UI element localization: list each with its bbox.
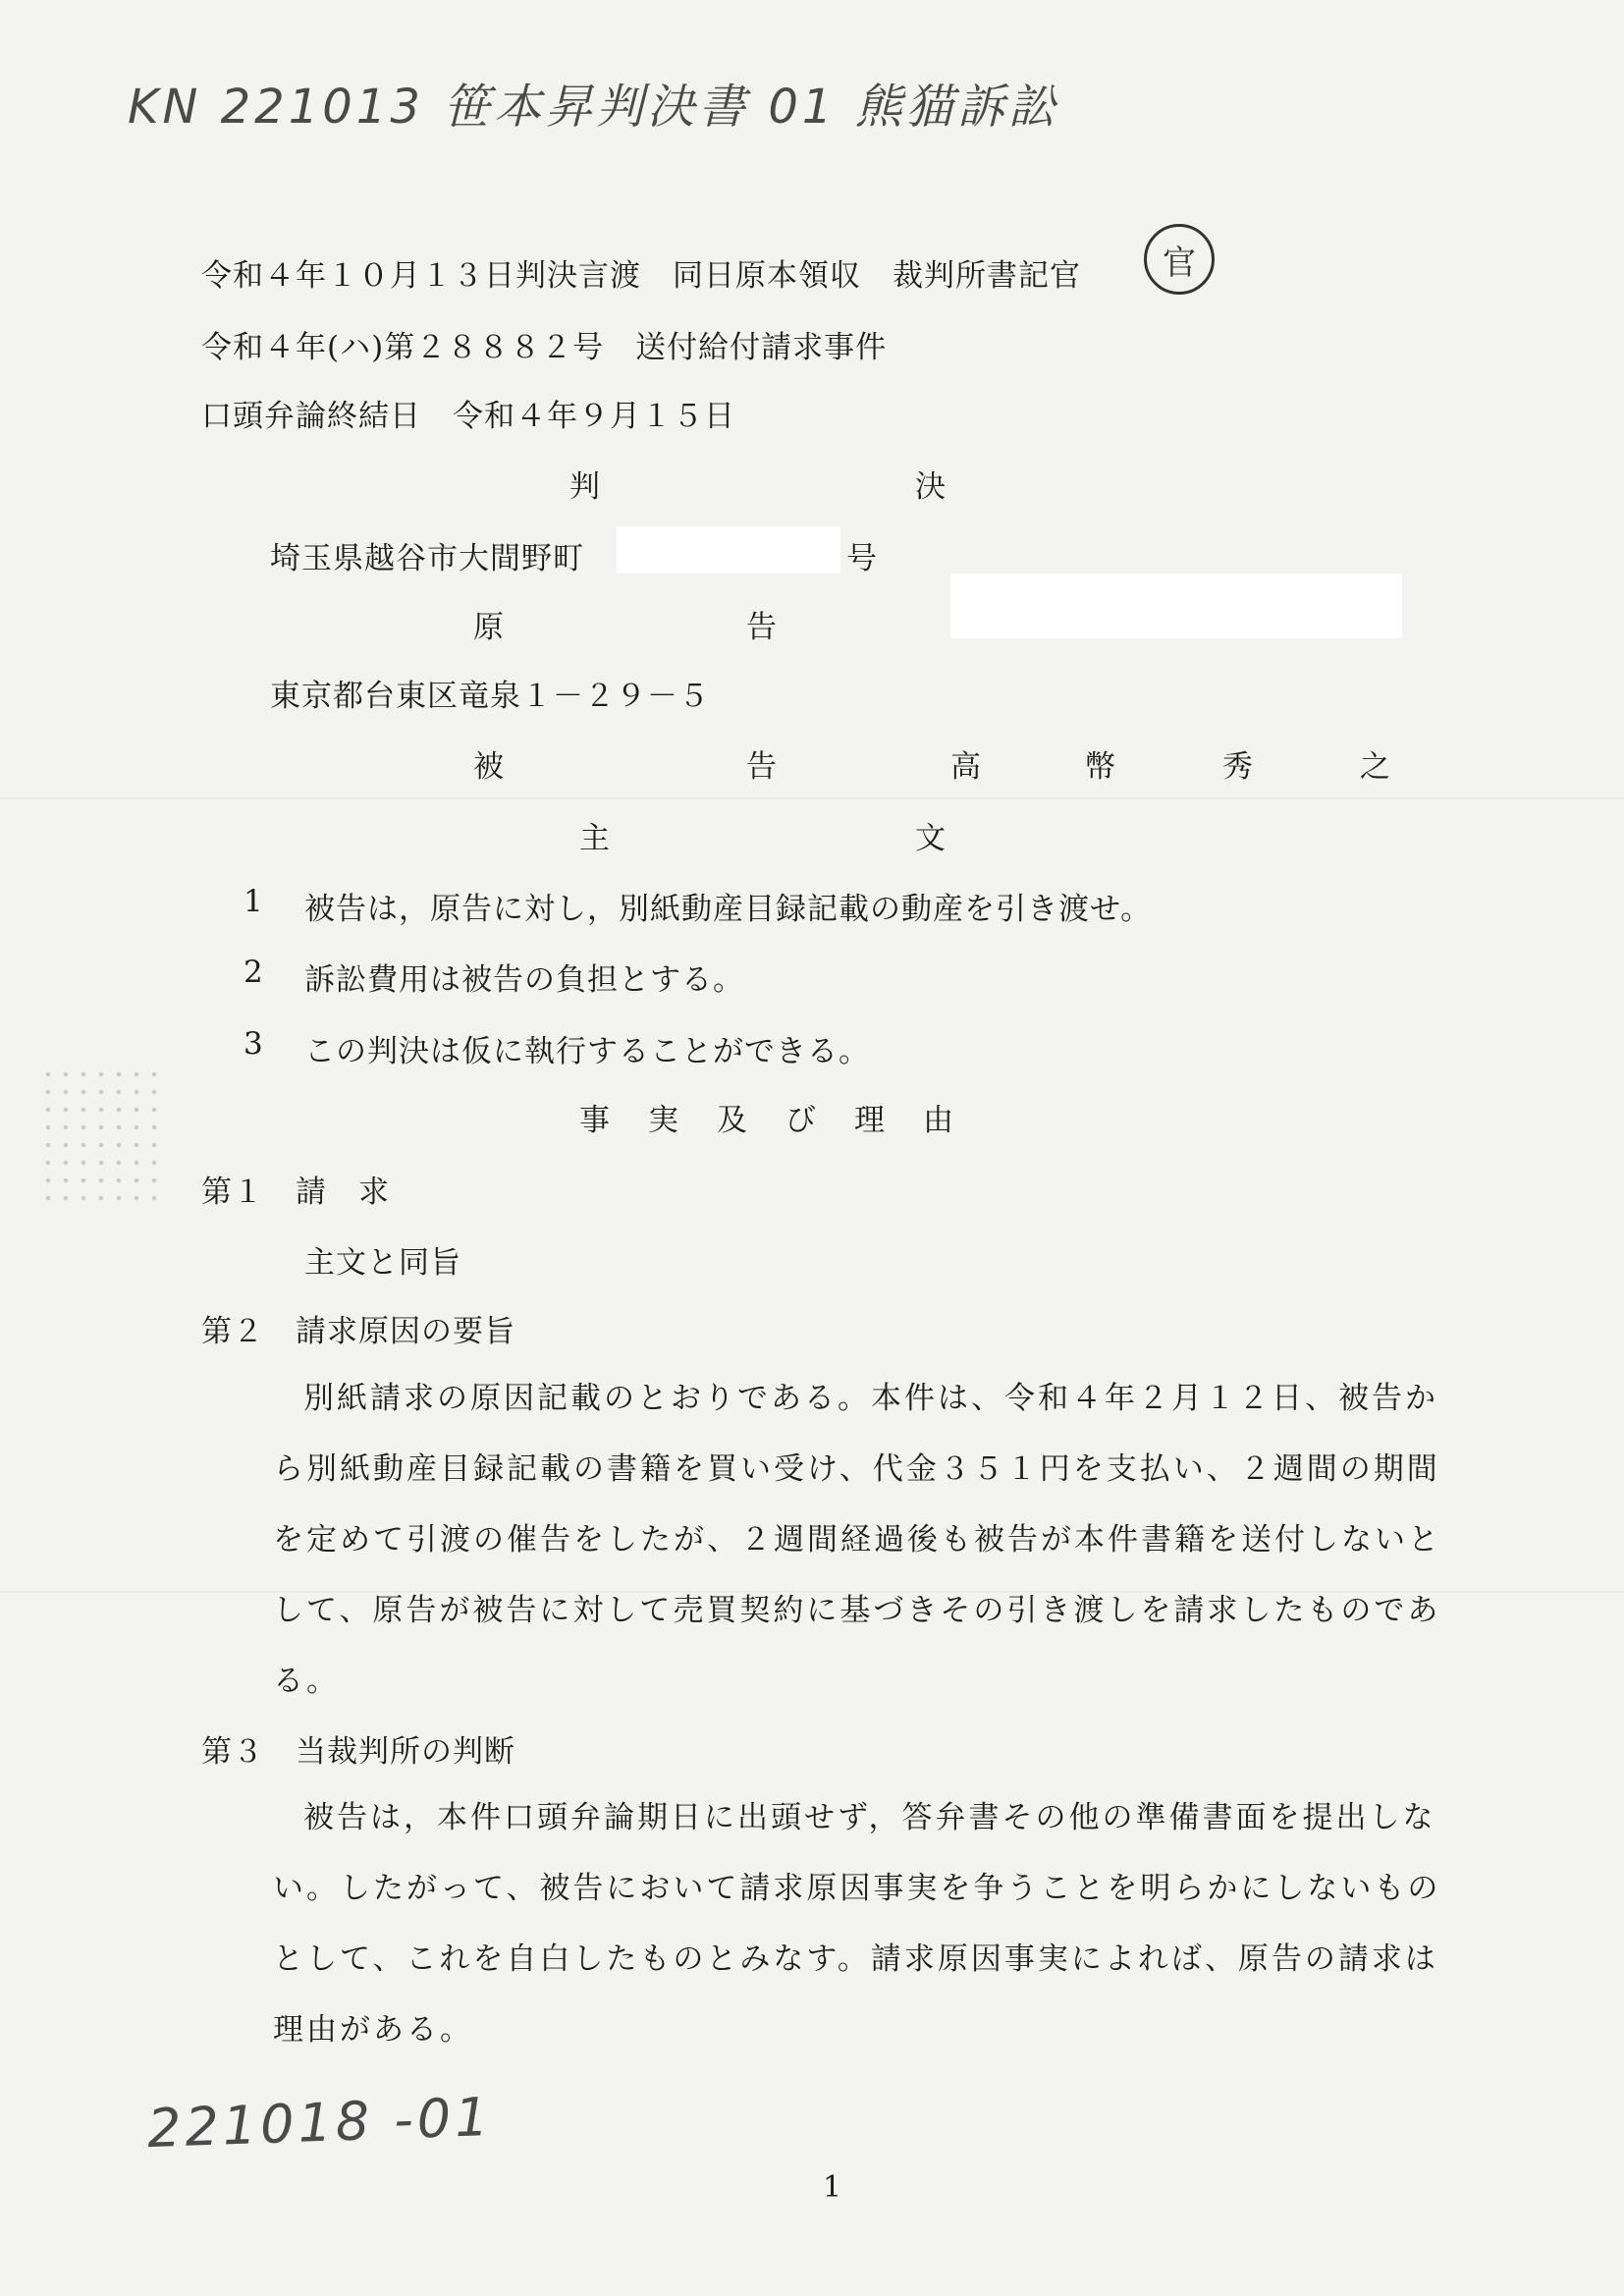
facts-title: 事 実 及 び 理 由	[579, 1103, 957, 1138]
redaction-box	[950, 574, 1402, 638]
section-heading-2: 第２ 請求原因の要旨	[201, 1314, 515, 1349]
page-number: 1	[823, 2170, 842, 2205]
clerk-seal-stamp: 官	[1144, 224, 1215, 295]
main-item-number: 3	[244, 1026, 263, 1062]
section-body-1: 主文と同旨	[304, 1245, 461, 1281]
redaction-box	[617, 526, 840, 574]
main-item-text: この判決は仮に執行することができる。	[304, 1034, 870, 1069]
plaintiff-address: 埼玉県越谷市大間野町	[270, 541, 584, 576]
section-heading-1: 第１ 請 求	[201, 1175, 390, 1210]
main-item-text: 被告は，原告に対し，別紙動産目録記載の動産を引き渡せ。	[304, 892, 1153, 927]
main-item-number: 2	[244, 955, 263, 990]
plaintiff-address-suffix: 号	[846, 541, 878, 576]
defendant-role-char: 告	[746, 749, 777, 785]
paper-fold	[0, 797, 1624, 800]
defendant-name-char: 之	[1360, 749, 1390, 785]
header-line-1: 令和４年１０月１３日判決言渡 同日原本領収 裁判所書記官	[201, 258, 1081, 294]
defendant-name-char: 幣	[1085, 749, 1115, 785]
defendant-name-char: 秀	[1222, 749, 1253, 785]
handwritten-reference-top: KN 221013 笹本昇判決書 01 熊猫訴訟	[128, 80, 1059, 135]
header-line-2: 令和４年(ハ)第２８８８２号 送付給付請求事件	[201, 330, 888, 365]
header-line-3: 口頭弁論終結日 令和４年９月１５日	[201, 399, 735, 434]
defendant-address: 東京都台東区竜泉１－２９－５	[270, 679, 710, 714]
defendant-name-char: 高	[950, 749, 981, 785]
main-item-number: 1	[244, 884, 263, 919]
handwritten-reference-bottom: 221018 -01	[146, 2085, 494, 2160]
plaintiff-role-char: 原	[473, 610, 504, 645]
section-body-3: 被告は，本件口頭弁論期日に出頭せず，答弁書その他の準備書面を提出しない。したがって、被告において請求原因事実を争うことを明らかにしないものとして、これを自白したものとみなす。請求原因事実によれば、原告の請求は理由がある。	[273, 1800, 1441, 2048]
defendant-role-char: 被	[473, 749, 504, 785]
main-item-text: 訴訟費用は被告の負担とする。	[304, 962, 744, 998]
section-body-2: 別紙請求の原因記載のとおりである。本件は、令和４年２月１２日、被告から別紙動産目録記載の書籍を買い受け、代金３５１円を支払い、２週間の期間を定めて引渡の催告をしたが、２週間経過後も被告が本件書籍を送付しないとして、原告が被告に対して売買契約に基づきその引き渡しを請求したものである。	[273, 1381, 1441, 1699]
judgment-title-char: 決	[915, 469, 946, 505]
section-heading-3: 第３ 当裁判所の判断	[201, 1734, 515, 1770]
punched-dots	[39, 1066, 157, 1213]
plaintiff-role-char: 告	[746, 610, 777, 645]
main-text-title-char: 主	[579, 821, 610, 856]
judgment-title-char: 判	[569, 469, 600, 505]
main-text-title-char: 文	[915, 821, 946, 856]
